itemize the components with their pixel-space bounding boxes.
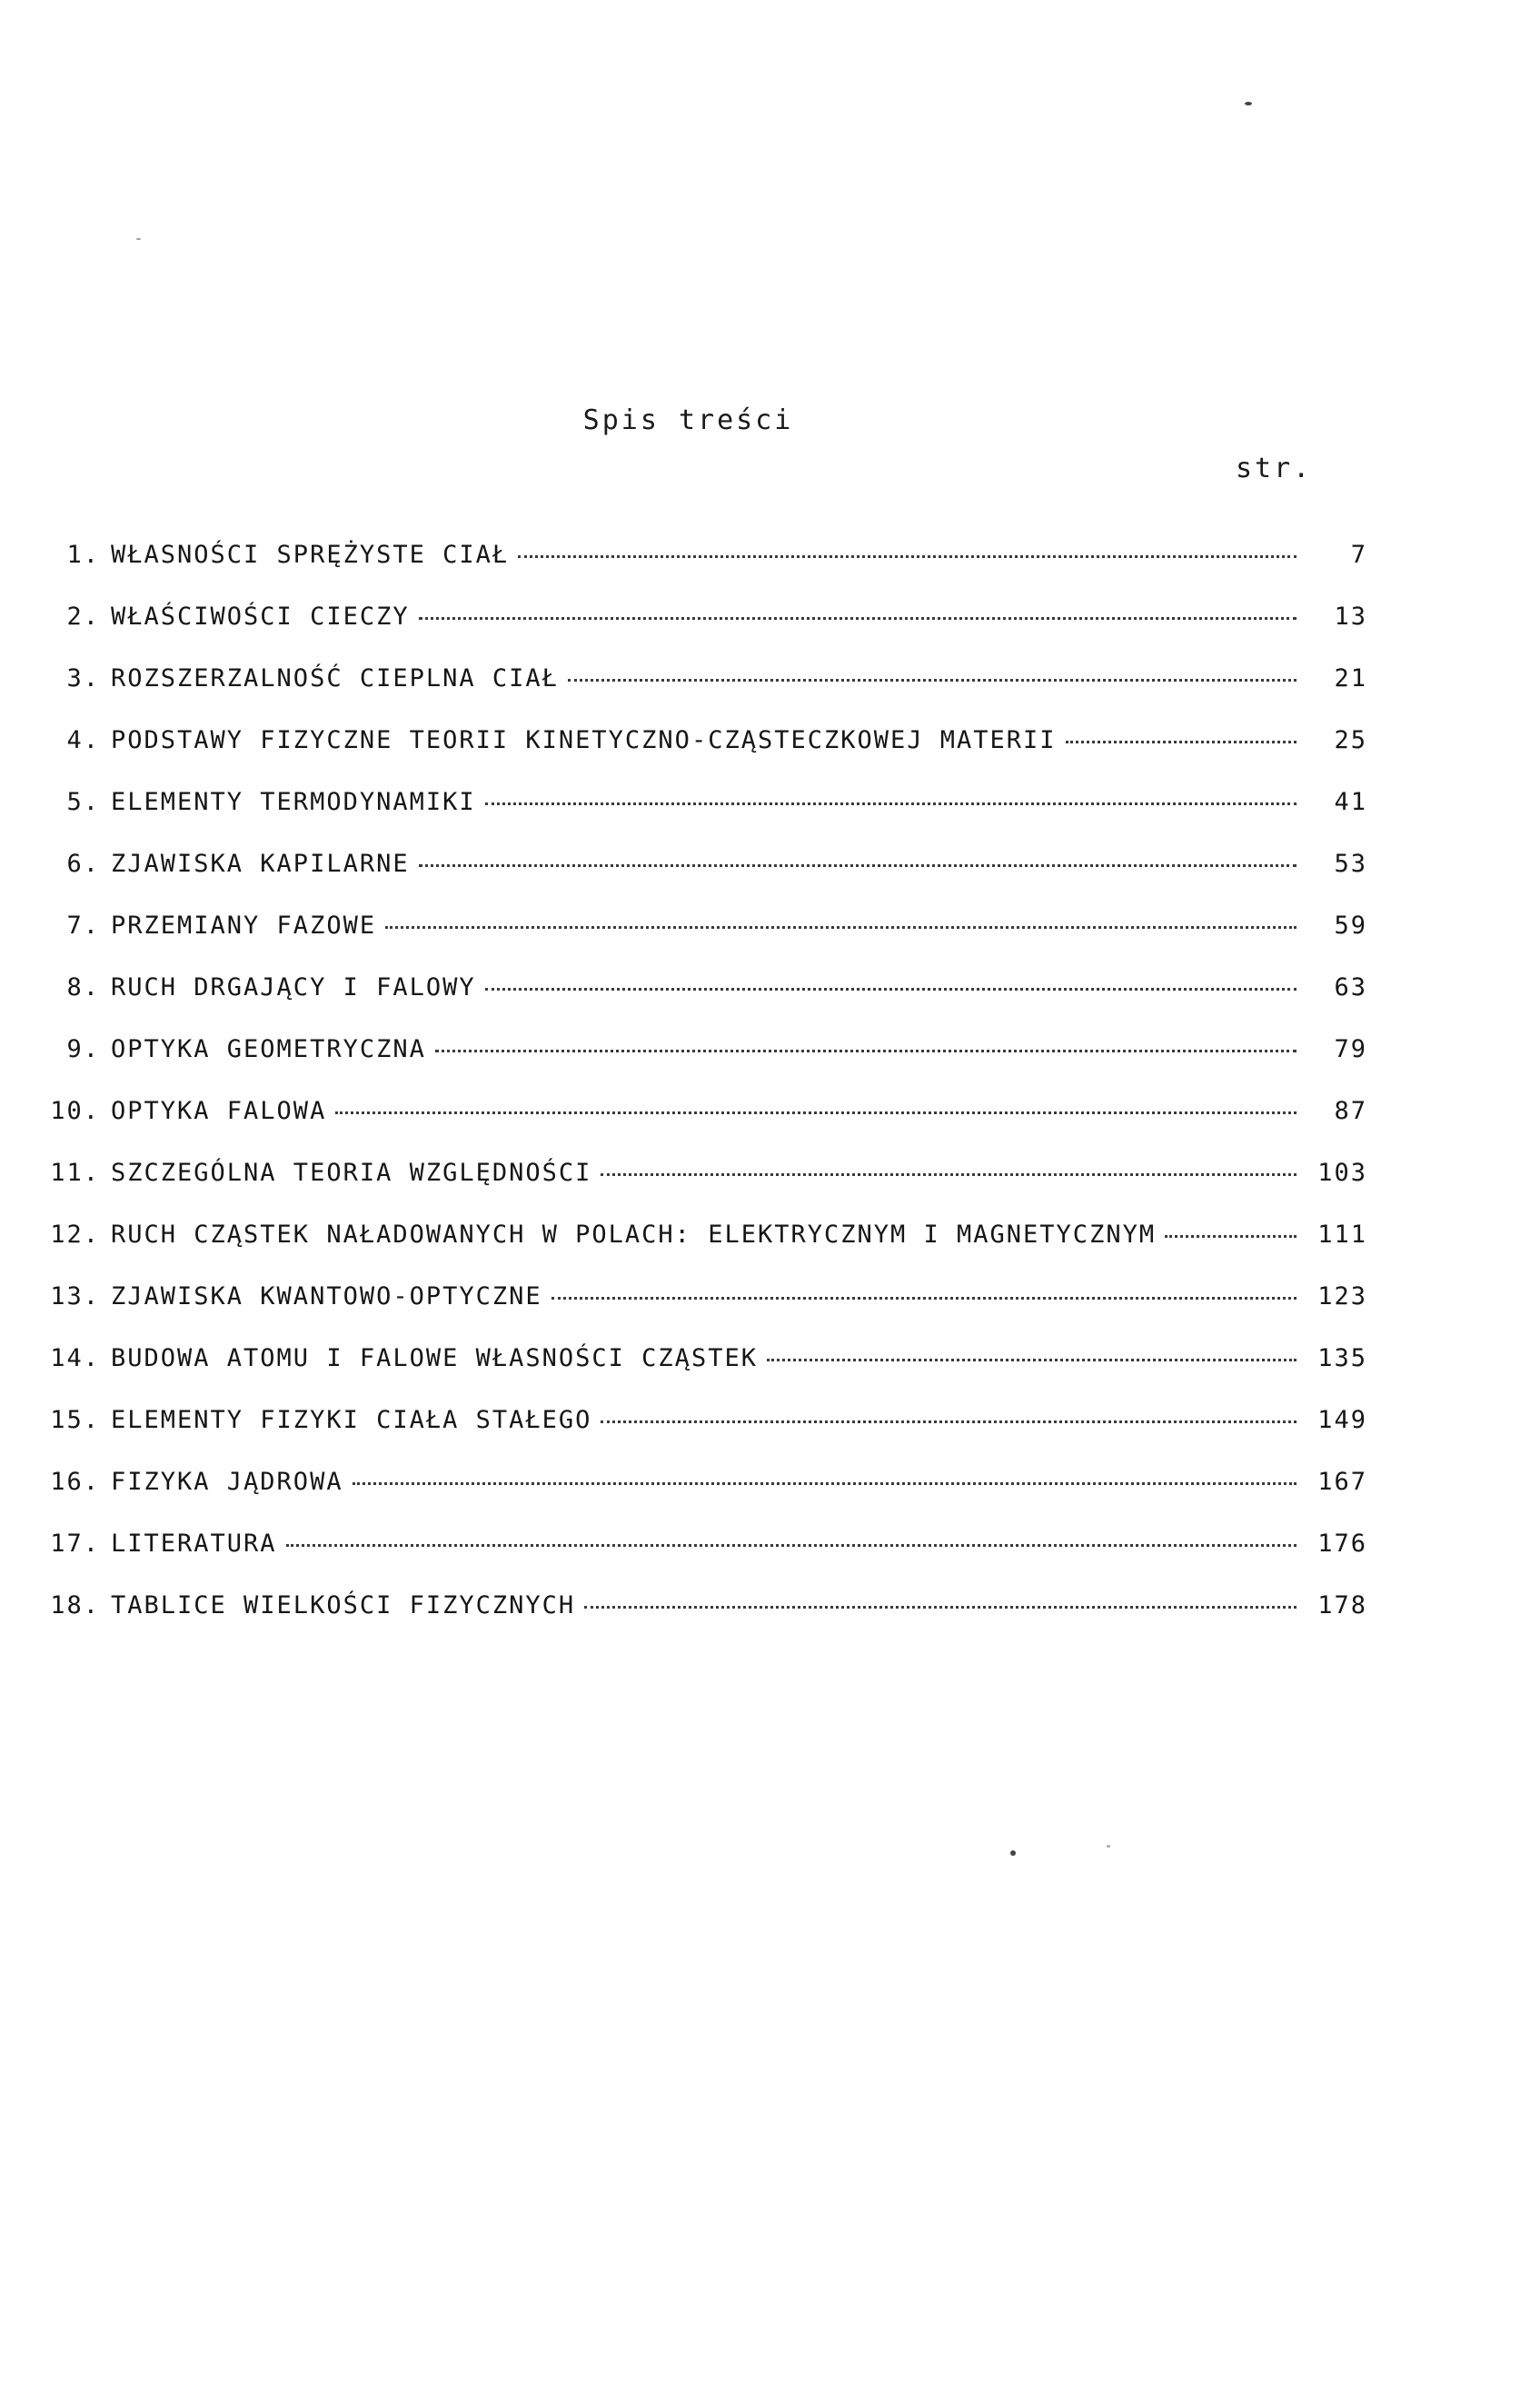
toc-entry-title: OPTYKA FALOWA xyxy=(111,1097,327,1125)
toc-entry xyxy=(23,603,1367,664)
dot-leader xyxy=(286,1544,1297,1547)
toc-entry xyxy=(23,1530,1367,1591)
dot-leader xyxy=(767,1359,1297,1361)
dot-leader xyxy=(419,617,1297,620)
toc-entry xyxy=(23,1282,1367,1344)
dot-leader xyxy=(353,1482,1297,1485)
toc-entry-number: 13. xyxy=(50,1282,100,1311)
toc-entry xyxy=(23,1406,1367,1468)
toc-entry-title: PODSTAWY FIZYCZNE TEORII KINETYCZNO-CZĄSTECZKOWEJ MATERII xyxy=(111,726,1057,754)
scan-speck xyxy=(1107,1845,1110,1848)
dot-leader xyxy=(419,864,1297,867)
toc-entry-number: 7. xyxy=(66,912,100,940)
dot-leader xyxy=(435,1050,1297,1052)
dot-leader xyxy=(485,802,1297,805)
toc-entry-title: ROZSZERZALNOŚĆ CIEPLNA CIAŁ xyxy=(111,664,559,693)
dot-leader xyxy=(601,1173,1297,1176)
dot-leader xyxy=(385,926,1297,929)
toc-entry xyxy=(23,541,1367,603)
toc-entry xyxy=(23,1097,1367,1159)
scan-speck xyxy=(1010,1850,1016,1856)
toc-entry-title: BUDOWA ATOMU I FALOWE WŁASNOŚCI CZĄSTEK xyxy=(111,1344,758,1372)
toc-entry-page: 103 xyxy=(1317,1159,1367,1187)
toc-entry-page: 41 xyxy=(1334,788,1367,816)
toc-entry-page: 149 xyxy=(1317,1406,1367,1434)
dot-leader xyxy=(1066,741,1297,743)
toc-entry xyxy=(23,1221,1367,1282)
toc-entry xyxy=(23,1159,1367,1221)
toc-entry-number: 12. xyxy=(50,1221,100,1249)
toc-entry xyxy=(23,1468,1367,1530)
toc-entry-page: 53 xyxy=(1334,850,1367,878)
toc-entry-title: ELEMENTY TERMODYNAMIKI xyxy=(111,788,476,816)
page-title: Spis treści xyxy=(582,404,794,436)
toc-entry-number: 5. xyxy=(66,788,100,816)
toc-entry-page: 7 xyxy=(1350,541,1367,569)
toc-entry-title: RUCH CZĄSTEK NAŁADOWANYCH W POLACH: ELEKTRYCZNYM I MAGNETYCZNYM xyxy=(111,1221,1157,1249)
toc-entry-number: 8. xyxy=(66,973,100,1002)
toc-entry-page: 13 xyxy=(1334,603,1367,631)
toc-entry-page: 123 xyxy=(1317,1282,1367,1311)
toc-entry-number: 18. xyxy=(50,1591,100,1620)
scan-speck xyxy=(1245,102,1252,105)
toc-entry-title: WŁAŚCIWOŚCI CIECZY xyxy=(111,603,410,631)
scan-speck xyxy=(136,238,141,240)
toc-entry xyxy=(23,850,1367,912)
toc-entry-title: SZCZEGÓLNA TEORIA WZGLĘDNOŚCI xyxy=(111,1159,592,1187)
toc-entry-title: ZJAWISKA KWANTOWO-OPTYCZNE xyxy=(111,1282,542,1311)
dot-leader xyxy=(518,555,1297,558)
toc-entry xyxy=(23,1591,1367,1653)
toc-entry xyxy=(23,912,1367,973)
dot-leader xyxy=(485,988,1297,991)
toc-entry-number: 4. xyxy=(66,726,100,754)
toc-entry-page: 79 xyxy=(1334,1035,1367,1063)
toc-entry xyxy=(23,973,1367,1035)
dot-leader xyxy=(551,1297,1297,1300)
toc-entry-number: 9. xyxy=(66,1035,100,1063)
dot-leader xyxy=(584,1606,1297,1609)
dot-leader xyxy=(335,1111,1297,1114)
dot-leader xyxy=(601,1420,1297,1423)
toc-entry xyxy=(23,788,1367,850)
toc-entry-title: OPTYKA GEOMETRYCZNA xyxy=(111,1035,426,1063)
toc-entry-title: RUCH DRGAJĄCY I FALOWY xyxy=(111,973,476,1002)
toc-entry-title: ELEMENTY FIZYKI CIAŁA STAŁEGO xyxy=(111,1406,592,1434)
toc-entry xyxy=(23,1035,1367,1097)
toc-entry-page: 21 xyxy=(1334,664,1367,693)
toc-entry-number: 15. xyxy=(50,1406,100,1434)
toc-entry-page: 25 xyxy=(1334,726,1367,754)
table-of-contents xyxy=(23,541,1367,1653)
toc-entry-page: 176 xyxy=(1317,1530,1367,1558)
toc-entry-page: 135 xyxy=(1317,1344,1367,1372)
toc-entry-number: 17. xyxy=(50,1530,100,1558)
toc-entry xyxy=(23,664,1367,726)
toc-entry-number: 16. xyxy=(50,1468,100,1496)
toc-entry-number: 6. xyxy=(66,850,100,878)
toc-entry xyxy=(23,1344,1367,1406)
toc-entry-title: TABLICE WIELKOŚCI FIZYCZNYCH xyxy=(111,1591,576,1620)
toc-entry xyxy=(23,726,1367,788)
toc-entry-number: 1. xyxy=(66,541,100,569)
toc-entry-title: ZJAWISKA KAPILARNE xyxy=(111,850,410,878)
toc-entry-number: 14. xyxy=(50,1344,100,1372)
toc-entry-page: 59 xyxy=(1334,912,1367,940)
toc-entry-number: 11. xyxy=(50,1159,100,1187)
toc-entry-number: 10. xyxy=(50,1097,100,1125)
toc-entry-page: 178 xyxy=(1317,1591,1367,1620)
toc-entry-title: PRZEMIANY FAZOWE xyxy=(111,912,377,940)
dot-leader xyxy=(568,679,1297,682)
toc-entry-page: 63 xyxy=(1334,973,1367,1002)
toc-entry-page: 167 xyxy=(1317,1468,1367,1496)
toc-entry-number: 3. xyxy=(66,664,100,693)
toc-entry-page: 111 xyxy=(1317,1221,1367,1249)
toc-entry-title: LITERATURA xyxy=(111,1530,277,1558)
toc-entry-title: FIZYKA JĄDROWA xyxy=(111,1468,343,1496)
toc-entry-number: 2. xyxy=(66,603,100,631)
toc-entry-title: WŁASNOŚCI SPRĘŻYSTE CIAŁ xyxy=(111,541,510,569)
page-column-label: str. xyxy=(1236,453,1313,484)
toc-entry-page: 87 xyxy=(1334,1097,1367,1125)
dot-leader xyxy=(1165,1235,1297,1238)
